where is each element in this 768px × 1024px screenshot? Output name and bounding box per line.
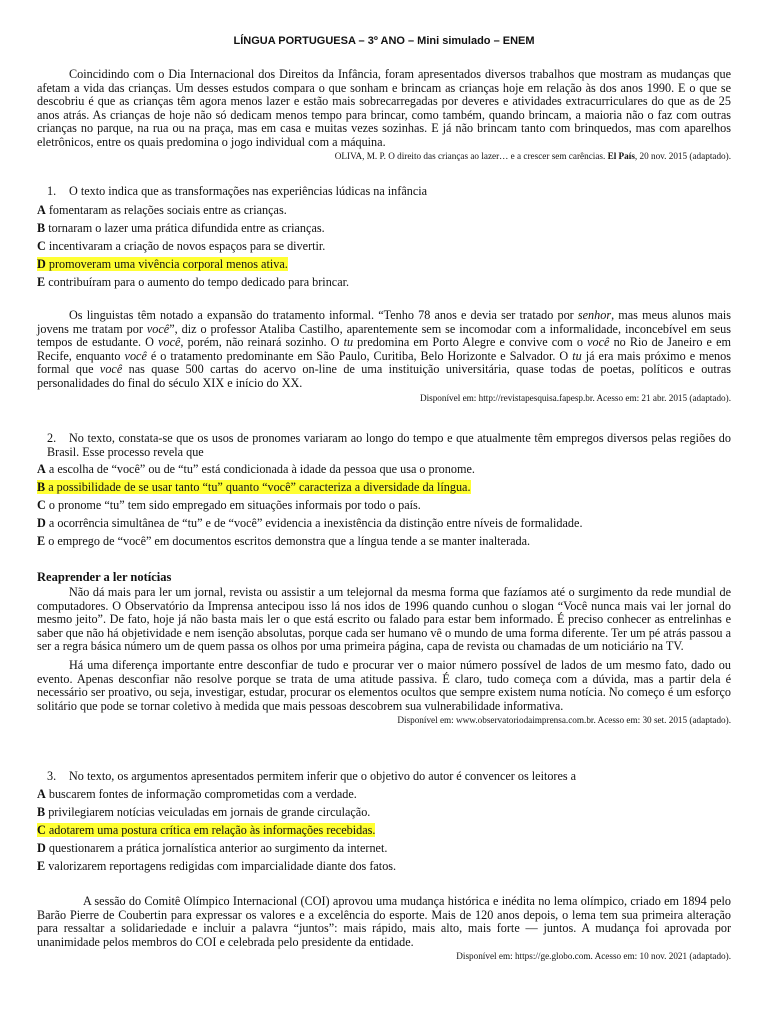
text-3-source: Disponível em: www.observatoriodaimprensa.com.br. Acesso em: 30 set. 2015 (adaptado).: [397, 715, 731, 726]
text-run: nas quase 500 cartas do acervo on-line de uma instituição universitária, quase todas de poetas, políticos e outras personalidades do final do século XIX e início do XX.: [37, 362, 731, 390]
text-run: , porém, não reinará sozinho. O: [180, 335, 344, 350]
q1-option-b[interactable]: [37, 221, 325, 235]
option-text: a ocorrência simultânea de “tu” e de “você” evidencia a inexistência da distinção entre níveis de formalidade.: [45, 516, 583, 530]
italic-run: você: [99, 362, 123, 377]
option-letter: A: [37, 203, 46, 217]
option-letter: E: [37, 859, 46, 873]
text-2-body: [37, 309, 731, 391]
question-1-stem: [37, 184, 731, 198]
italic-run: você: [158, 335, 181, 350]
question-stem: O texto indica que as transformações nas experiências lúdicas na infância: [69, 184, 428, 198]
option-letter: C: [37, 498, 46, 512]
option-letter: D: [37, 516, 46, 530]
option-text: privilegiarem notícias veiculadas em jornais de grande circulação.: [45, 805, 371, 819]
question-stem: No texto, constata-se que os usos de pronomes variaram ao longo do tempo e que atualmente têm empregos diversos pelas regiões do Brasil. Esse processo revela que: [47, 431, 731, 459]
option-text: valorizarem reportagens redigidas com imparcialidade diante dos fatos.: [45, 859, 397, 873]
option-letter: D: [37, 257, 46, 271]
option-text: contribuíram para o aumento do tempo dedicado para brincar.: [45, 275, 350, 289]
option-text: promoveram uma vivência corporal menos ativa.: [45, 257, 288, 271]
text-2-source: Disponível em: http://revistapesquisa.fapesp.br. Acesso em: 21 abr. 2015 (adaptado).: [419, 392, 731, 403]
text-run: ”, diz o professor Ataliba Castilho, aparentemente sem se incomodar com a informalidade, inconcebível em seus tempos de estudante. O: [37, 321, 731, 350]
text-3-paragraph-2: Há uma diferença importante entre desconfiar de tudo e procurar ver o maior número possível de lados de um mesmo fato, dado ou evento. Apenas desconfiar não resolve porque se trata de uma atitude passiva. É claro, tudo começa com a dúvida, mas a partir dela é necessário ser proativo, ou seja, investigar, estudar, procurar os elementos ocultos que sempre existem numa notícia. No começo é um esforço solitário que pode se tornar coletivo à medida que mais pessoas descobrem sua vulnerabilidade informativa.: [37, 657, 731, 713]
option-letter: D: [37, 841, 46, 855]
q2-option-d[interactable]: [37, 516, 583, 530]
option-text: buscarem fontes de informação comprometidas com a verdade.: [45, 787, 357, 801]
text-3: [37, 570, 731, 726]
text-3-title: Reaprender a ler notícias: [37, 570, 172, 584]
page-title: LÍNGUA PORTUGUESA – 3º ANO – Mini simulado – ENEM: [233, 35, 535, 47]
text-run: , mas meus alunos mais jovens me tratam por: [37, 308, 731, 336]
source-suffix: , 20 nov. 2015 (adaptado).: [634, 150, 731, 161]
text-4-source: Disponível em: https://ge.globo.com. Acesso em: 10 nov. 2021 (adaptado).: [456, 951, 731, 962]
q2-option-e[interactable]: [37, 534, 530, 548]
text-4: [37, 895, 731, 962]
option-text: a escolha de “você” ou de “tu” está condicionada à idade da pessoa que usa o pronome.: [45, 462, 475, 476]
q3-option-e[interactable]: [37, 859, 396, 873]
question-3: [37, 769, 731, 783]
italic-run: senhor: [577, 308, 612, 322]
question-number: 3.: [47, 769, 57, 783]
option-text: questionarem a prática jornalística anterior ao surgimento da internet.: [45, 841, 388, 855]
option-letter: B: [37, 221, 46, 235]
question-1: [37, 184, 731, 198]
option-text: o emprego de “você” em documentos escritos demonstra que a língua tende a se manter inalterada.: [45, 534, 531, 548]
option-letter: E: [37, 275, 46, 289]
q3-option-b[interactable]: [37, 805, 370, 819]
option-letter: C: [37, 823, 46, 837]
option-letter: A: [37, 462, 46, 476]
source-bold: El País: [607, 150, 635, 161]
q1-option-e[interactable]: [37, 275, 349, 289]
text-1: [37, 68, 731, 162]
text-run: predomina em Porto Alegre e convive com o: [353, 335, 588, 350]
text-run: Os linguistas têm notado a expansão do tratamento informal. “Tenho 78 anos e devia ser tratado por: [69, 308, 578, 322]
option-letter: A: [37, 787, 46, 801]
q2-option-a[interactable]: [37, 462, 475, 476]
text-run: já era mais próximo e menos formal que: [37, 348, 731, 377]
text-2: [37, 309, 731, 404]
question-2-stem: [37, 431, 731, 459]
option-text: o pronome “tu” tem sido empregado em situações informais por todo o país.: [45, 498, 421, 512]
highlight: [37, 823, 375, 837]
question-3-stem: [37, 769, 731, 783]
question-number: 1.: [47, 184, 57, 198]
question-stem: No texto, os argumentos apresentados permitem inferir que o objetivo do autor é convencer os leitores a: [69, 769, 577, 783]
text-4-body: A sessão do Comitê Olímpico Internacional (COI) aprovou uma mudança histórica e inédita no lema olímpico, criado em 1894 pelo Barão Pierre de Coubertin para expressar os valores e a excelência do esporte. Mais de 120 anos depois, o lema tem sua primeira alteração para ressaltar a solidariedade e incluir a palavra “juntos”: mais rápido, mais alto, mais forte — juntos. A mudança foi aprovada por unanimidade pelos membros do COI e celebrada pelo presidente da entidade.: [37, 894, 731, 949]
option-text: adotarem uma postura crítica em relação às informações recebidas.: [45, 823, 376, 837]
question-2: [37, 431, 731, 459]
q2-option-b-highlighted[interactable]: [37, 480, 471, 494]
italic-run: tu: [572, 348, 582, 363]
q3-option-d[interactable]: [37, 841, 387, 855]
option-text: fomentaram as relações sociais entre as crianças.: [45, 203, 287, 217]
option-text: incentivaram a criação de novos espaços para se divertir.: [45, 239, 326, 253]
option-text: a possibilidade de se usar tanto “tu” quanto “você” caracteriza a diversidade da língua.: [45, 480, 471, 494]
option-letter: C: [37, 239, 46, 253]
q1-option-a[interactable]: [37, 203, 287, 217]
text-run: é o tratamento predominante em São Paulo, Curitiba, Belo Horizonte e Salvador. O: [146, 348, 573, 363]
italic-run: você: [124, 348, 147, 363]
text-1-source: [37, 151, 731, 162]
italic-run: você: [587, 335, 610, 350]
q1-option-d-highlighted[interactable]: [37, 257, 288, 271]
italic-run: você: [146, 321, 170, 336]
highlight: [37, 257, 288, 271]
text-run: no Rio de Janeiro e em Recife, enquanto: [37, 335, 731, 363]
q3-option-c-highlighted[interactable]: [37, 823, 375, 837]
q3-option-a[interactable]: [37, 787, 357, 801]
question-number: 2.: [47, 431, 57, 445]
option-letter: B: [37, 805, 46, 819]
text-1-body: Coincidindo com o Dia Internacional dos Direitos da Infância, foram apresentados diversos trabalhos que mostram as mudanças que afetam a vida das crianças. Um desses estudos compara o que sonham e brincam as crianças hoje em relação às dos anos 1990. E o que se descobriu é que as crianças têm agora menos lazer e estão mais sobrecarregadas por deveres e atividades extracurriculares do que as de 25 anos atrás. As crianças de hoje não só dedicam menos tempo para brincar, como também, quando brincam, a maioria não o faz com outras crianças no parque, na rua ou na praça, mas em casa e muitas vezes sozinhas. E já não brincam tanto com brinquedos, mas com aparelhos eletrônicos, entre os quais predomina o jogo individual com a máquina.: [37, 67, 731, 149]
source-prefix: OLIVA, M. P. O direito das crianças ao lazer… e a crescer sem carências.: [334, 150, 608, 161]
option-letter: E: [37, 534, 46, 548]
italic-run: tu: [343, 335, 354, 350]
option-text: tornaram o lazer uma prática difundida entre as crianças.: [45, 221, 325, 235]
option-letter: B: [37, 480, 46, 494]
text-3-paragraph-1: Não dá mais para ler um jornal, revista ou assistir a um telejornal da mesma forma que fazíamos até o surgimento da rede mundial de computadores. O Observatório da Imprensa antecipou isso lá nos idos de 1996 quando cunhou o slogan “Você nunca mais vai ler jornal do mesmo jeito”. De fato, hoje já não basta mais ler o que está escrito ou falado para estar bem informado. É preciso conhecer as entrelinhas e saber que não há objetividade e nem isenção absolutas, porque cada ser humano vê o mundo de uma forma diferente. Ter um pé atrás passou a ser a regra básica número um de quem passa os olhos por uma primeira página, capa de revista ou chamadas de um noticiário na TV.: [37, 585, 731, 654]
q1-option-c[interactable]: [37, 239, 325, 253]
highlight: [37, 480, 471, 494]
q2-option-c[interactable]: [37, 498, 421, 512]
